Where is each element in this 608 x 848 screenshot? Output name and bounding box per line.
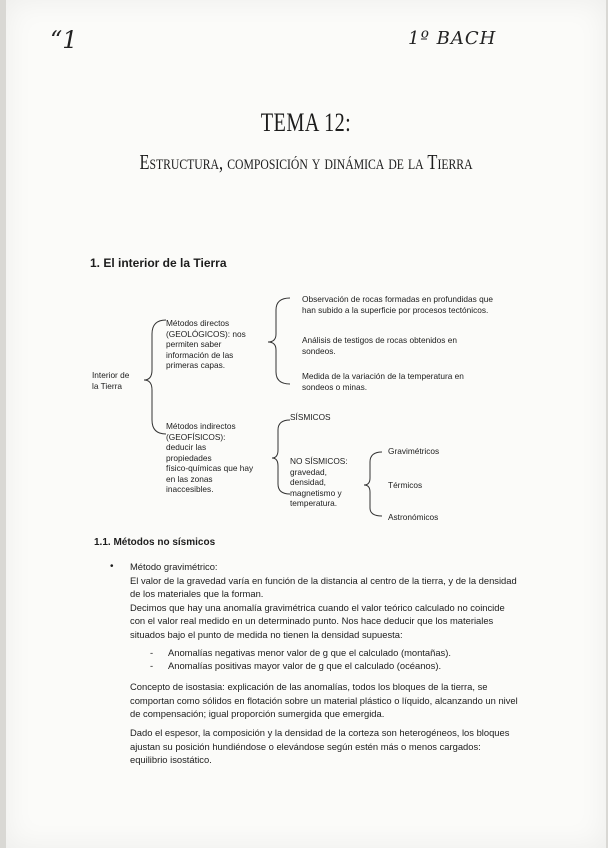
nonseismic-item-thermal: Térmicos (388, 480, 423, 490)
section-heading-1-1: 1.1. Métodos no sísmicos (94, 537, 216, 548)
bullet-marker: • (110, 561, 114, 572)
seismic-node: SÍSMICOS (290, 412, 331, 422)
nonseismic-item-astronomical: Astronómicos (388, 512, 439, 522)
grade-handwritten-note: 1º BACH (408, 28, 497, 49)
dash-marker-1: - (150, 647, 154, 658)
direct-item-3: Medida de la variación de la temperatura en sondeos o minas. (302, 371, 464, 392)
direct-item-2: Análisis de testigos de rocas obtenidos en sondeos. (302, 335, 457, 356)
nonseismic-item-gravimetric: Gravimétricos (388, 446, 440, 456)
page-title: TEMA 12: (260, 108, 352, 137)
brace-root (144, 320, 166, 434)
anomaly-item-negative: Anomalías negativas menor valor de g que el calculado (montañas). (168, 647, 451, 658)
nonseismic-node: NO SÍSMICOS: gravedad, densidad, magnetismo y temperatura. (290, 456, 348, 508)
anomaly-item-positive: Anomalías positivas mayor valor de g que el calculado (océanos). (168, 660, 442, 671)
document-page (6, 0, 606, 848)
direct-methods-node: Métodos directos (GEOLÓGICOS): nos permiten saber información de las primeras capas. (166, 318, 246, 370)
direct-item-1: Observación de rocas formadas en profundidas que han subido a la superficie por procesos tectónicos. (302, 294, 493, 315)
page-subtitle: Estructura, composición y dinámica de la Tierra (139, 150, 473, 174)
diagram-root: Interior de la Tierra (92, 370, 130, 391)
isostasy-paragraph: Concepto de isostasia: explicación de las anomalías, todos los bloques de la tierra, se comportan como sólidos en flotación sobre un material plástico o líquido, alcanzando un nivel de compensación; igual proporción sumergida que emergida. (130, 681, 518, 719)
gravimetric-paragraph: Método gravimétrico: El valor de la gravedad varía en función de la distancia al centro de la tierra, y de la densidad de los materiales que la forman. Decimos que hay una anomalía gravimétrica cuando el valor teórico calculado no coincide con el valor real medido en un determinado punto. Nos hace deducir que los materiales situados bajo el punto de medida no tienen la densidad supuesta: (130, 561, 517, 640)
diagram-braces (6, 0, 606, 848)
indirect-methods-node: Métodos indirectos (GEOFÍSICOS): deducir las propiedades físico-químicas que hay en las zonas inaccesibles. (166, 421, 254, 494)
brace-nonseismic (364, 452, 382, 516)
section-heading-1: 1. El interior de la Tierra (90, 256, 227, 270)
brace-indirect (272, 420, 290, 494)
isostatic-equilibrium-paragraph: Dado el espesor, la composición y la densidad de la corteza son heterogéneos, los bloques ajustan su posición hundiéndose o elevándose según estén más o menos cargados: equilibrio isostático. (130, 727, 510, 765)
brace-direct (268, 298, 290, 384)
dash-marker-2: - (150, 660, 154, 671)
corner-handwritten-mark: “1 (50, 26, 78, 54)
